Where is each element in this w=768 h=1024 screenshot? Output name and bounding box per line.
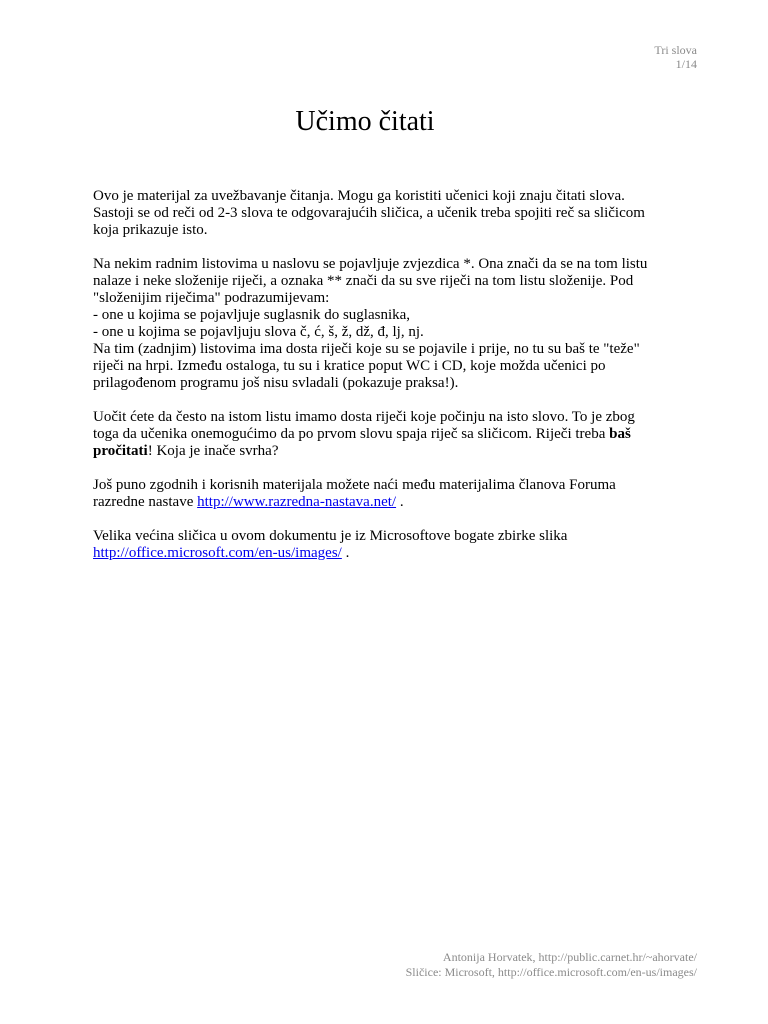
complexity-bullet-consonants: - one u kojima se pojavljuje suglasnik do suglasnika,	[93, 307, 411, 323]
document-body	[93, 188, 653, 579]
images-text: Velika većina sličica u ovom dokumentu je iz Microsoftove bogate zbirke slika	[93, 528, 568, 544]
page-footer	[406, 950, 697, 980]
page-number: 1/14	[675, 57, 697, 71]
forum-text-end: .	[396, 494, 404, 510]
page-title: Učimo čitati	[295, 106, 435, 137]
intro-paragraph	[93, 188, 653, 239]
first-letter-paragraph	[93, 409, 653, 460]
complexity-bullet-letters: - one u kojima se pojavljuju slova č, ć, š, ž, dž, đ, lj, nj.	[93, 324, 424, 340]
first-letter-text-end: ! Koja je inače svrha?	[147, 443, 279, 459]
complexity-outro-text: Na tim (zadnjim) listovima ima dosta riječi koje su se pojavile i prije, no tu su baš te "teže" riječi na hrpi. Između ostaloga, tu su i kratice poput WC i CD, koje možda učenici po prilagođenom programu još nisu svladali (pokazuje praksa!).	[93, 341, 640, 391]
microsoft-images-link[interactable]: http://office.microsoft.com/en-us/images/	[93, 545, 342, 561]
complexity-paragraph	[93, 256, 653, 392]
images-paragraph	[93, 528, 653, 562]
images-text-end: .	[341, 545, 350, 561]
complexity-intro-text: Na nekim radnim listovima u naslovu se pojavljuje zvjezdica *. Ona znači da se na tom listu nalaze i neke složenije riječi, a oznaka ** znači da su sve riječi na tom listu složenije. Pod "složenijim riječima" podrazumijevam:	[93, 256, 648, 306]
first-letter-text: Uočit ćete da često na istom listu imamo dosta riječi koje počinju na isto slovo. To je zbog toga da učenika onemogućimo da po prvom slovu spaja riječ sa sličicom. Riječi treba	[93, 409, 635, 442]
intro-text: Ovo je materijal za uvežbavanje čitanja. Mogu ga koristiti učenici koji znaju čitati slova. Sastoji se od reči od 2-3 slova te odgovarajućih sličica, a učenik treba spojiti reč sa sličicom koja prikazuje isto.	[93, 188, 645, 238]
forum-paragraph	[93, 477, 653, 511]
forum-text: Još puno zgodnih i korisnih materijala možete naći među materijalima članova Foruma razredne nastave	[93, 477, 616, 510]
document-name: Tri slova	[654, 43, 697, 57]
footer-author: Antonija Horvatek, http://public.carnet.hr/~ahorvate/	[442, 950, 697, 964]
footer-images-credit: Sličice: Microsoft, http://office.microsoft.com/en-us/images/	[405, 965, 697, 979]
emphasis-text: baš pročitati	[93, 426, 631, 459]
page-header	[654, 43, 697, 71]
forum-link[interactable]: http://www.razredna-nastava.net/	[197, 494, 397, 510]
